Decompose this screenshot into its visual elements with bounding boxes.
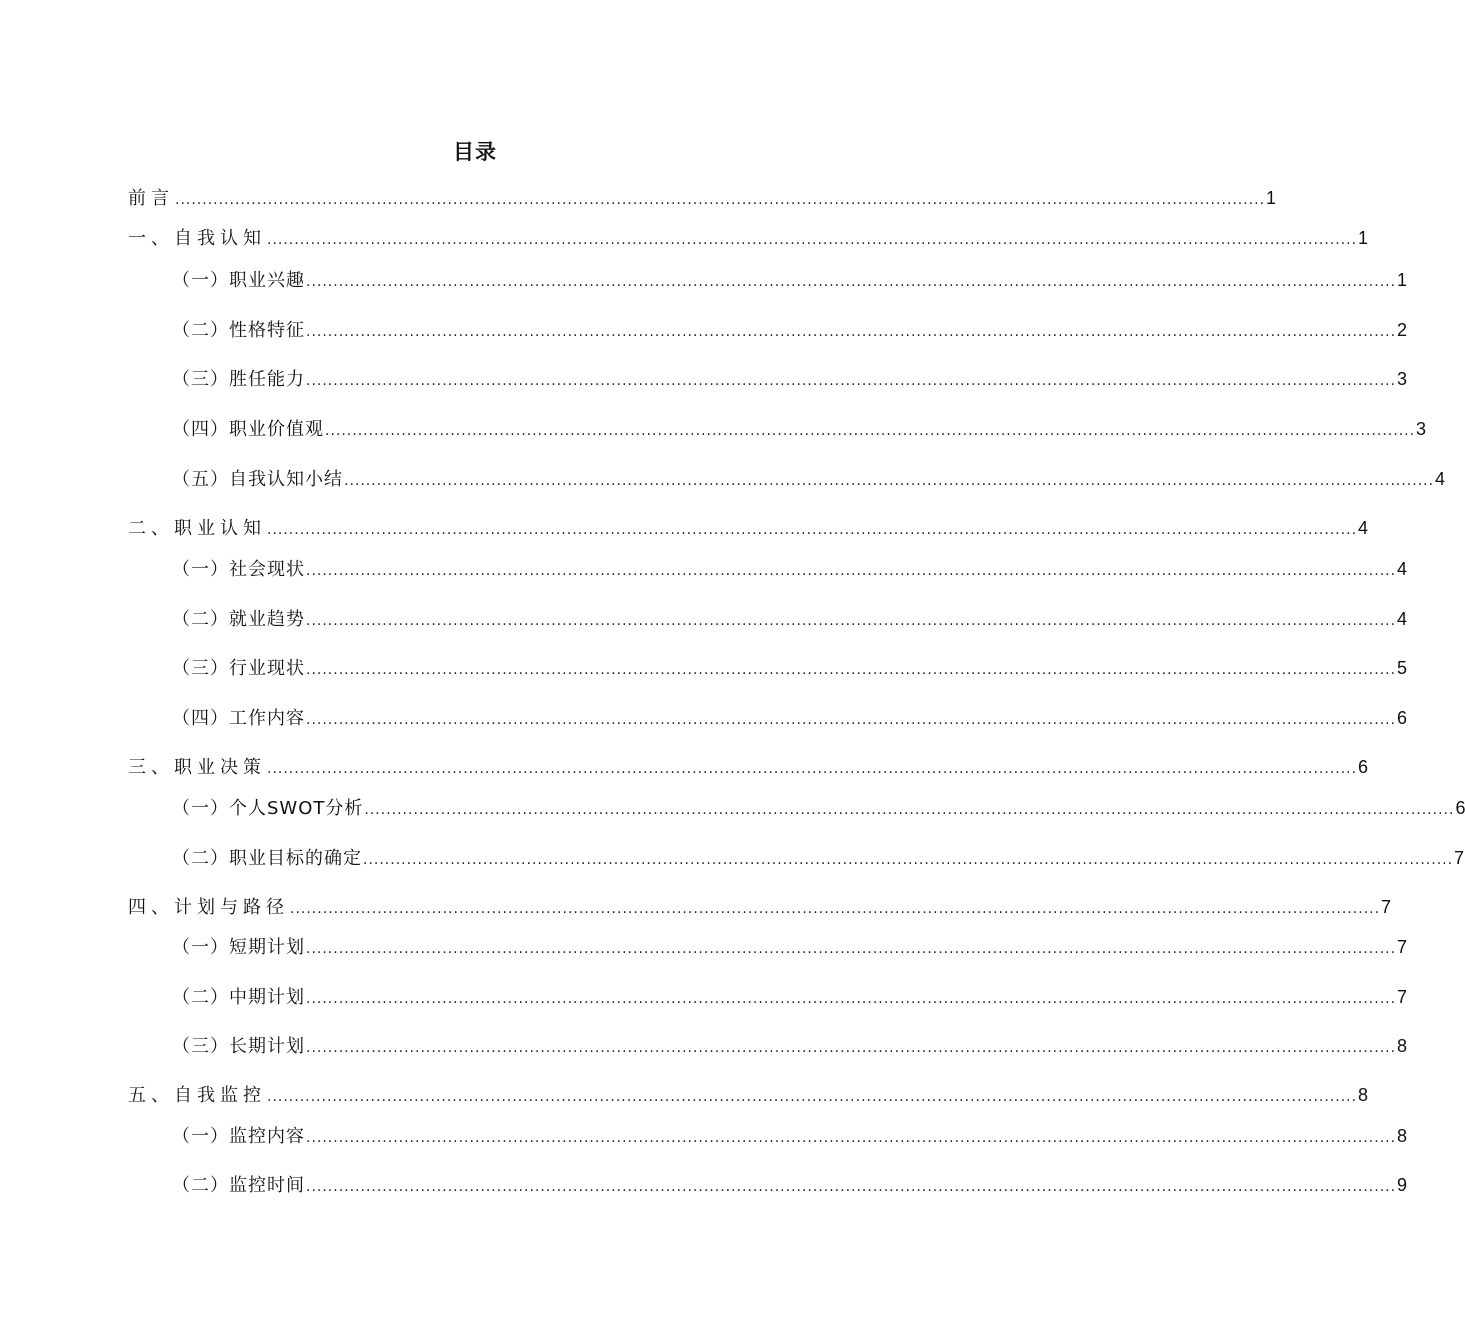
toc-page-number: 4 — [1397, 609, 1408, 629]
toc-entry-label: （二）监控时间 — [172, 1175, 305, 1196]
toc-page-number: 1 — [1397, 270, 1408, 290]
toc-page-number: 3 — [1416, 419, 1427, 439]
toc-entry-label: （二）中期计划 — [172, 987, 305, 1008]
toc-entry[interactable] — [172, 654, 1408, 682]
toc-page-number: 8 — [1358, 1085, 1369, 1105]
toc-page-number: 4 — [1397, 559, 1408, 579]
toc-page-number: 8 — [1397, 1036, 1408, 1056]
toc-entry-label: （三）长期计划 — [172, 1036, 305, 1057]
toc-entry[interactable] — [172, 983, 1408, 1011]
toc-entry[interactable] — [172, 605, 1408, 633]
toc-entry[interactable] — [172, 1032, 1408, 1060]
toc-entry[interactable] — [128, 224, 1369, 252]
toc-page-number: 1 — [1358, 228, 1369, 248]
toc-dot-leader: ........................................................................................................................................................................................................ — [306, 662, 1397, 678]
toc-title: 目录 — [453, 140, 497, 164]
toc-dot-leader: ........................................................................................................................................................................................................ — [306, 941, 1397, 957]
toc-entry-label: （一）职业兴趣 — [172, 270, 305, 291]
toc-page-number: 7 — [1397, 937, 1408, 957]
toc-entry[interactable] — [128, 893, 1392, 921]
toc-page-number: 3 — [1397, 369, 1408, 389]
toc-entry[interactable] — [172, 933, 1408, 961]
toc-page-number: 4 — [1435, 469, 1446, 489]
toc-entry[interactable] — [172, 844, 1465, 872]
toc-dot-leader: ........................................................................................................................................................................................................ — [267, 522, 1358, 538]
toc-entry[interactable] — [172, 1122, 1408, 1150]
toc-page-number: 2 — [1397, 320, 1408, 340]
toc-entry[interactable] — [128, 753, 1369, 781]
toc-dot-leader: ........................................................................................................................................................................................................ — [267, 232, 1358, 248]
toc-page-number: 1 — [1266, 188, 1277, 208]
toc-page-number: 8 — [1397, 1126, 1408, 1146]
toc-entry[interactable] — [172, 365, 1408, 393]
toc-page-number: 6 — [1358, 757, 1369, 777]
toc-page-number: 9 — [1397, 1175, 1408, 1195]
toc-entry-label: （四）职业价值观 — [172, 419, 324, 440]
toc-entry-label: 二、职业认知 — [128, 518, 266, 539]
toc-entry[interactable] — [172, 465, 1446, 493]
toc-page-number: 6 — [1397, 708, 1408, 728]
toc-entry-label: （三）胜任能力 — [172, 369, 305, 390]
toc-dot-leader: ........................................................................................................................................................................................................ — [306, 712, 1397, 728]
toc-page-number: 7 — [1381, 897, 1392, 917]
toc-dot-leader: ........................................................................................................................................................................................................ — [364, 802, 1455, 818]
toc-entry-label: （二）职业目标的确定 — [172, 848, 362, 869]
toc-dot-leader: ........................................................................................................................................................................................................ — [325, 423, 1416, 439]
toc-entry-label: 三、职业决策 — [128, 757, 266, 778]
toc-entry[interactable] — [128, 514, 1369, 542]
toc-dot-leader: ........................................................................................................................................................................................................ — [267, 1089, 1358, 1105]
toc-entry-label: 五、自我监控 — [128, 1085, 266, 1106]
toc-entry-label: （四）工作内容 — [172, 708, 305, 729]
toc-entry[interactable] — [172, 794, 1465, 822]
toc-entry-label: （三）行业现状 — [172, 658, 305, 679]
toc-page-number: 7 — [1397, 987, 1408, 1007]
toc-dot-leader: ........................................................................................................................................................................................................ — [306, 613, 1397, 629]
toc-entry-label: （五）自我认知小结 — [172, 469, 343, 490]
toc-page-number: 5 — [1397, 658, 1408, 678]
toc-dot-leader: ........................................................................................................................................................................................................ — [306, 1179, 1397, 1195]
toc-dot-leader: ........................................................................................................................................................................................................ — [306, 373, 1397, 389]
toc-page-number: 7 — [1454, 848, 1465, 868]
toc-entry-label: （一）个人SWOT分析 — [172, 798, 364, 819]
toc-dot-leader: ........................................................................................................................................................................................................ — [306, 991, 1397, 1007]
toc-entry-label: （一）监控内容 — [172, 1126, 305, 1147]
toc-dot-leader: ........................................................................................................................................................................................................ — [344, 473, 1435, 489]
toc-entry-label: 四、计划与路径 — [128, 897, 289, 918]
toc-entry-label: 一、自我认知 — [128, 228, 266, 249]
toc-entry[interactable] — [172, 316, 1408, 344]
toc-dot-leader: ........................................................................................................................................................................................................ — [306, 563, 1397, 579]
toc-dot-leader: ........................................................................................................................................................................................................ — [306, 1040, 1397, 1056]
toc-entry[interactable] — [128, 184, 1277, 212]
toc-entry[interactable] — [172, 266, 1408, 294]
toc-dot-leader: ........................................................................................................................................................................................................ — [306, 274, 1397, 290]
toc-entry-label: （一）短期计划 — [172, 937, 305, 958]
toc-dot-leader: ........................................................................................................................................................................................................ — [290, 901, 1381, 917]
toc-page-number: 6 — [1455, 798, 1465, 818]
toc-entry[interactable] — [128, 1081, 1369, 1109]
toc-dot-leader: ........................................................................................................................................................................................................ — [175, 192, 1266, 208]
toc-dot-leader: ........................................................................................................................................................................................................ — [267, 761, 1358, 777]
toc-page-number: 4 — [1358, 518, 1369, 538]
toc-entry-label: （二）性格特征 — [172, 320, 305, 341]
toc-dot-leader: ........................................................................................................................................................................................................ — [363, 852, 1454, 868]
toc-dot-leader: ........................................................................................................................................................................................................ — [306, 324, 1397, 340]
toc-entry-label: 前言 — [128, 188, 174, 209]
toc-dot-leader: ........................................................................................................................................................................................................ — [306, 1130, 1397, 1146]
toc-entry[interactable] — [172, 555, 1408, 583]
toc-entry[interactable] — [172, 415, 1427, 443]
toc-entry-label: （二）就业趋势 — [172, 609, 305, 630]
toc-entry[interactable] — [172, 704, 1408, 732]
toc-entry-label: （一）社会现状 — [172, 559, 305, 580]
toc-entry[interactable] — [172, 1171, 1408, 1199]
